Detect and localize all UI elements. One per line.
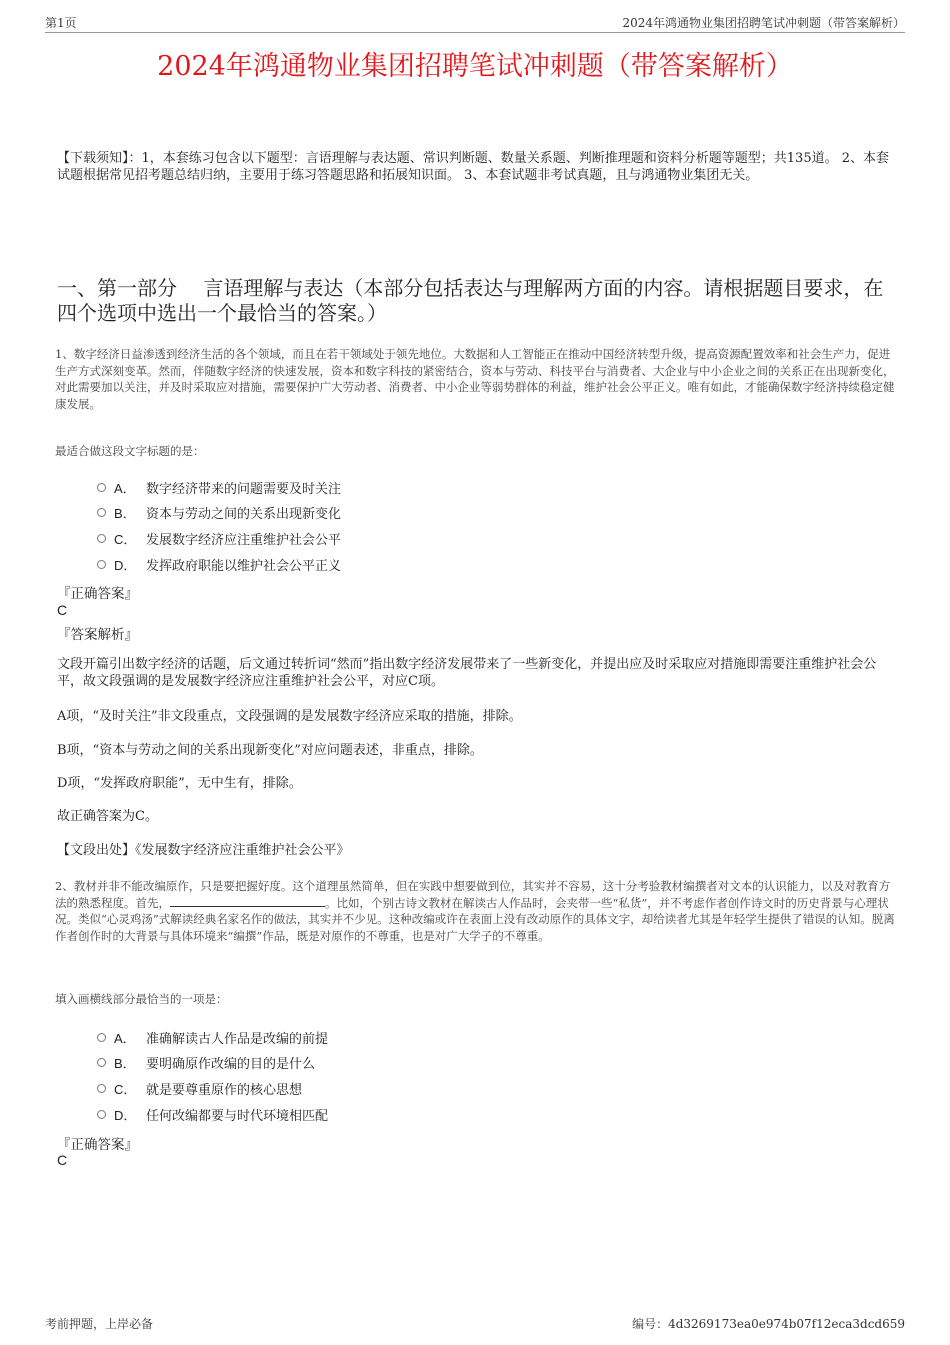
option-text: 就是要尊重原作的核心思想 [146,1083,303,1098]
q1-answer-label: 『正确答案』 [57,586,138,602]
radio-icon[interactable] [97,1033,106,1042]
q1-prompt: 最适合做这段文字标题的是： [55,444,205,458]
footer-slogan: 考前押题，上岸必备 [45,1317,154,1331]
header-doc-title: 2024年鸿通物业集团招聘笔试冲刺题（带答案解析） [622,16,905,30]
q1-option-b[interactable] [97,503,341,522]
radio-icon[interactable] [97,1110,106,1119]
radio-icon[interactable] [97,1084,106,1093]
q1-option-a[interactable] [97,478,341,497]
option-text: 准确解读古人作品是改编的前提 [146,1032,329,1047]
option-letter: C． [114,532,137,547]
q2-option-d[interactable] [97,1105,328,1124]
option-letter: C． [114,1082,137,1097]
option-letter: D． [114,558,137,573]
option-text: 资本与劳动之间的关系出现新变化 [146,507,342,522]
radio-icon[interactable] [97,560,106,569]
q1-option-c[interactable] [97,529,341,548]
option-text: 要明确原作改编的目的是什么 [146,1057,316,1072]
q1-analysis-b: B项，“资本与劳动之间的关系出现新变化”对应问题表述，非重点，排除。 [57,743,483,758]
section-heading: 一、第一部分 言语理解与表达（本部分包括表达与理解两方面的内容。请根据题目要求，在四个选项中选出一个最恰当的答案。） [57,276,884,325]
q2-answer: C [57,1152,68,1168]
q2-stem-part1: 2、教材并非不能改编原作，只是要把握好度。这个道理虽然简单，但在实践中想要做到位，其实并不容易，这十分考验教材编撰者对文本的认识能力，以及对教育方法的熟悉程度。首先， [55,879,891,910]
radio-icon[interactable] [97,1058,106,1067]
download-notice: 【下载须知】：1，本套练习包含以下题型：言语理解与表达题、常识判断题、数量关系题、判断推理题和资料分析题等题型；共135道。 2、本套试题根据常见招考题总结归纳，主要用于练习答题思路和拓展知识面。 3、本套试题非考试真题，且与鸿通物业集团无关。 [57,151,889,183]
q1-answer: C [57,602,68,618]
fill-blank [170,895,325,907]
option-text: 发挥政府职能以维护社会公平正义 [146,559,342,574]
q2-option-a[interactable] [97,1028,328,1047]
q2-answer-label: 『正确答案』 [57,1137,138,1153]
page-number: 第1页 [45,16,77,30]
header-divider [45,32,905,33]
option-letter: A． [114,481,136,496]
q2-stem-part2: 。比如，个别古诗文教材在解读古人作品时，会夹带一些“私货”，并不考虑作者创作诗文时的历史背景与心理状况。类似“心灵鸡汤”式解读经典名家名作的做法，其实并不少见。这种改编或许在表面上没有改动原作的具体文字，却给读者尤其是年轻学生提供了错误的认知。脱离作者创作时的大背景与具体环境来“编撰”作品，既是对原作的不尊重，也是对广大学子的不尊重。 [55,895,895,943]
q2-option-c[interactable] [97,1079,302,1098]
page-title: 2024年鸿通物业集团招聘笔试冲刺题（带答案解析） [157,51,793,82]
option-text: 发展数字经济应注重维护社会公平 [146,533,342,548]
q1-analysis-a: A项，“及时关注”非文段重点，文段强调的是发展数字经济应采取的措施，排除。 [57,709,522,724]
q1-analysis-main: 文段开篇引出数字经济的话题，后文通过转折词“然而”指出数字经济发展带来了一些新变化，并提出应及时采取应对措施即需要注重维护社会公平，故文段强调的是发展数字经济应注重维护社会公平，对应C项。 [57,657,877,689]
q2-stem [55,878,900,944]
q2-option-b[interactable] [97,1053,315,1072]
q2-prompt: 填入画横线部分最恰当的一项是： [55,992,228,1006]
q1-conclusion: 故正确答案为C。 [57,809,158,824]
option-letter: B． [114,506,136,521]
q1-analysis-d: D项，“发挥政府职能”，无中生有，排除。 [57,776,302,791]
footer-serial: 编号：4d3269173ea0e974b07f12eca3dcd659 [632,1317,905,1331]
q1-source: 【文段出处】《发展数字经济应注重维护社会公平》 [57,843,350,858]
option-letter: B． [114,1056,136,1071]
radio-icon[interactable] [97,483,106,492]
option-text: 任何改编都要与时代环境相匹配 [146,1109,329,1124]
q1-stem: 1、数字经济日益渗透到经济生活的各个领域，而且在若干领域处于领先地位。大数据和人工智能正在推动中国经济转型升级，提高资源配置效率和社会生产力，促进生产方式深刻变革。然而，伴随数字经济的快速发展，资本和数字科技的紧密结合，资本与劳动、科技平台与消费者、大企业与中小企业之间的关系正在出现新变化，对此需要加以关注，并及时采取应对措施，需要保护广大劳动者、消费者、中小企业等弱势群体的利益，维护社会公平正义。唯有如此，才能确保数字经济持续稳定健康发展。 [55,347,895,411]
radio-icon[interactable] [97,508,106,517]
option-letter: A． [114,1031,136,1046]
option-text: 数字经济带来的问题需要及时关注 [146,482,342,497]
q1-analysis-label: 『答案解析』 [57,627,138,643]
q1-option-d[interactable] [97,555,341,574]
option-letter: D． [114,1108,137,1123]
radio-icon[interactable] [97,534,106,543]
